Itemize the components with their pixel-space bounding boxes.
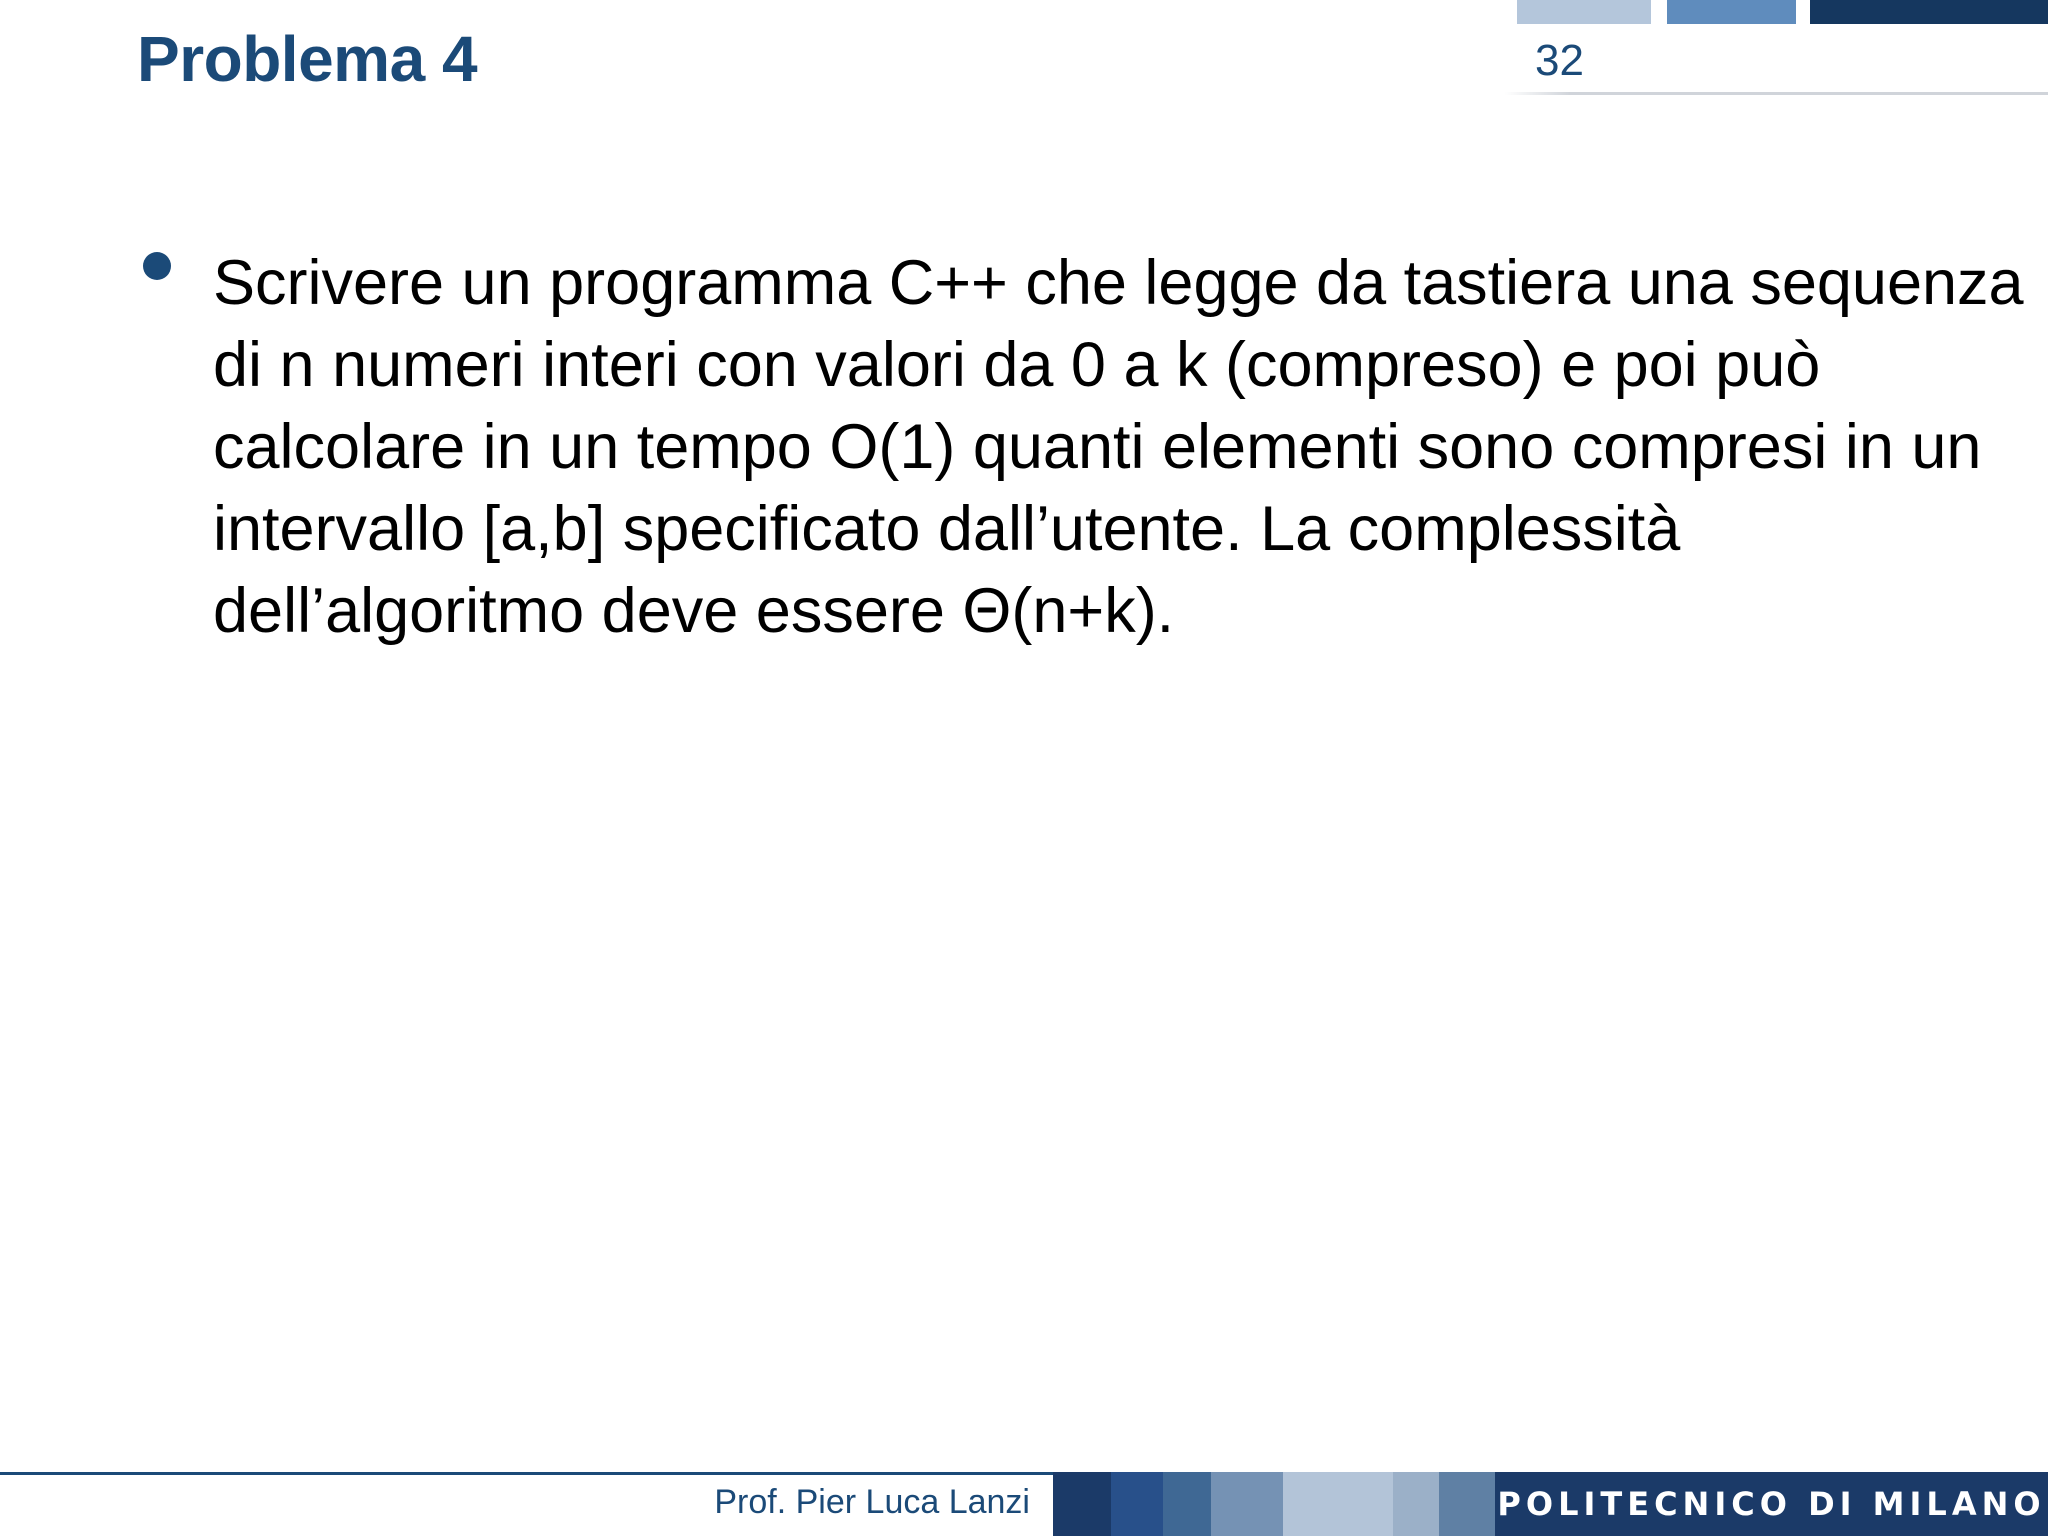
- footer-divider: [0, 1472, 1053, 1475]
- slide-number: 32: [1535, 36, 1584, 85]
- bullet-text: Scrivere un programma C++ che legge da tastiera una sequenza di n numeri interi con valori da 0 a k (compreso) e poi può calcolare in un tempo O(1) quanti elementi sono compresi in un intervallo [a,b] specificato dall’utente. La complessità dell’algoritmo deve essere Θ(n+k).: [213, 248, 2024, 646]
- footer-author: Prof. Pier Luca Lanzi: [714, 1483, 1030, 1521]
- header-bar-light: [1517, 0, 1651, 24]
- header-divider: [1505, 92, 2048, 95]
- footer-bar: [1111, 1472, 1163, 1536]
- footer-bar: [1053, 1472, 1111, 1536]
- header-color-bars: [1517, 0, 2048, 24]
- header-bar-dark: [1810, 0, 2048, 24]
- institution-logo: POLITECNICO DI MILANO: [1495, 1472, 2048, 1536]
- footer-bar: [1211, 1472, 1283, 1536]
- slide-title: Problema 4: [137, 23, 478, 95]
- footer-color-bars: [1053, 1472, 1495, 1536]
- footer-bar: [1163, 1472, 1211, 1536]
- footer-bar: [1393, 1472, 1439, 1536]
- header-bar-mid: [1667, 0, 1796, 24]
- footer-bar: [1439, 1472, 1495, 1536]
- bullet-icon: [143, 252, 171, 280]
- footer-bar: [1283, 1472, 1393, 1536]
